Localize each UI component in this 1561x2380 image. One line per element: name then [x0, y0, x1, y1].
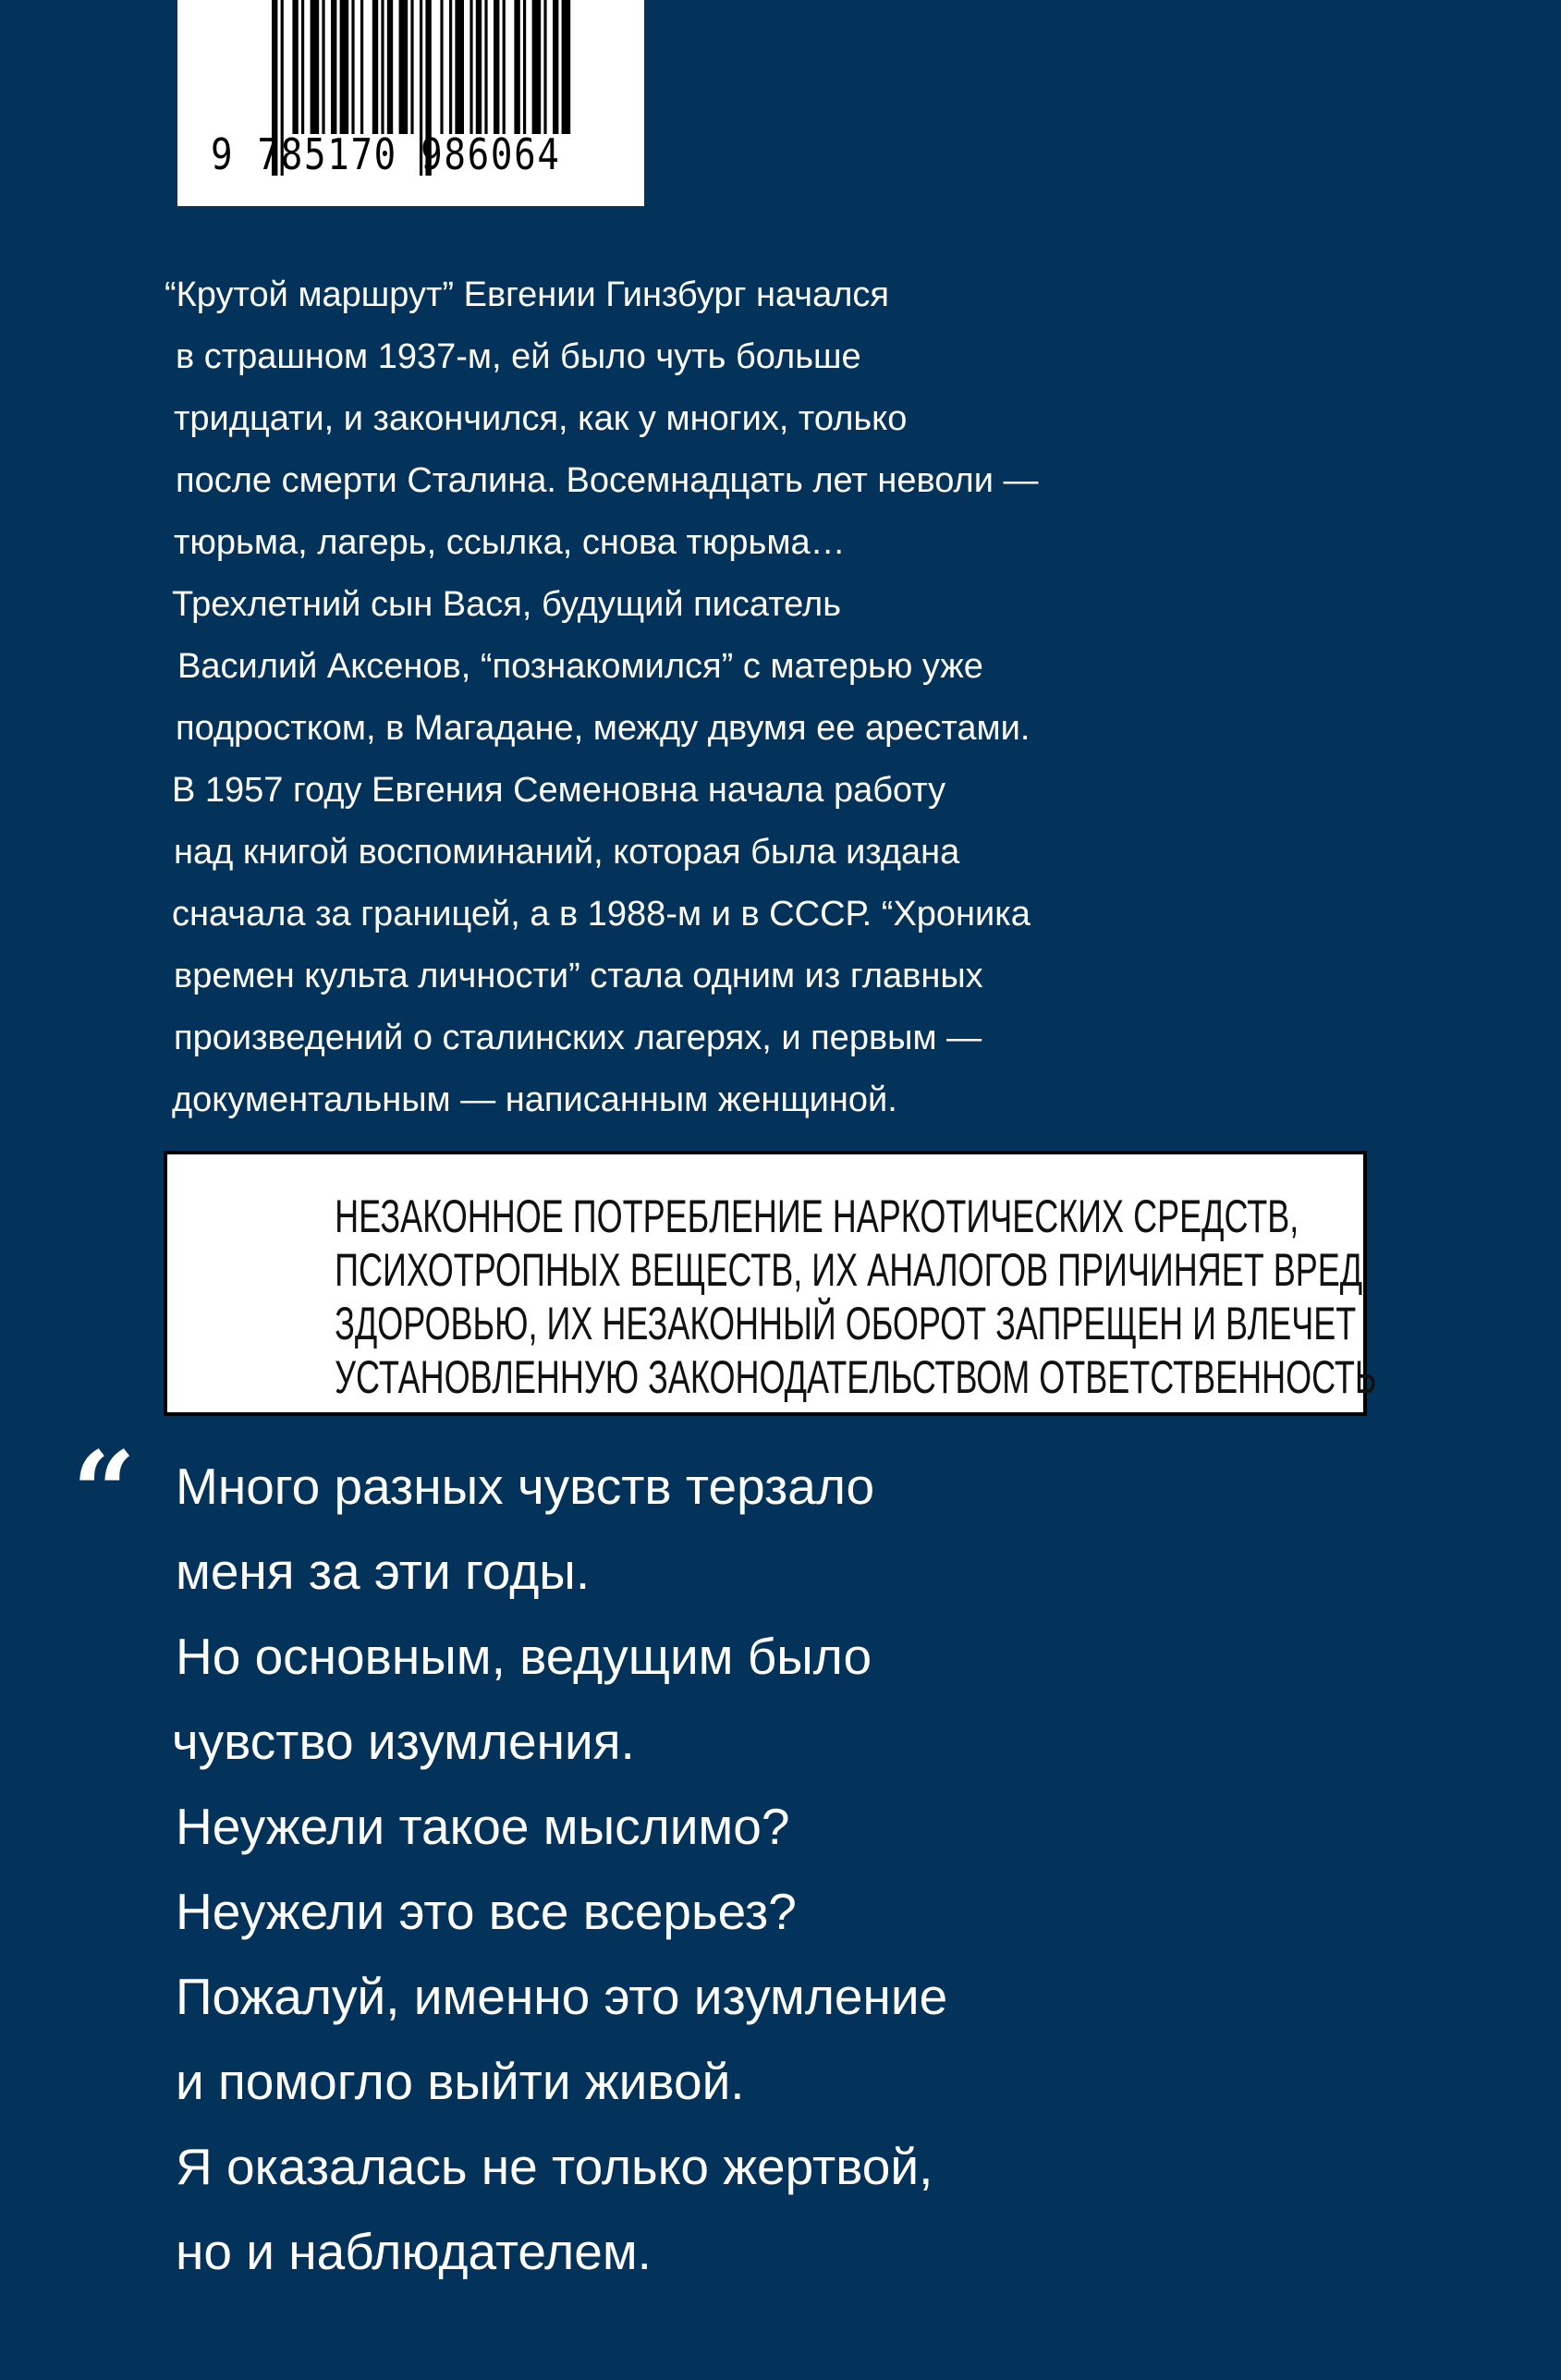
blurb-line: над книгой воспоминаний, которая была издана [174, 833, 960, 872]
barcode-bar [476, 0, 482, 134]
warning-line: ПСИХОТРОПНЫХ ВЕЩЕСТВ, ИХ АНАЛОГОВ ПРИЧИНЯЕТ ВРЕД [335, 1244, 1363, 1296]
blurb-line: подростком, в Магадане, между двумя ее арестами. [176, 709, 1031, 748]
health-warning-box [164, 1151, 1377, 1416]
quote-line: Пожалуй, именно это изумление [176, 1968, 948, 2025]
barcode [177, 0, 644, 206]
blurb-line: тридцати, и закончился, как у многих, только [174, 399, 908, 438]
barcode-bar [562, 0, 571, 134]
quote-line: и помогло выйти живой. [176, 2053, 745, 2110]
blurb-line: В 1957 году Евгения Семеновна начала работу [172, 771, 946, 810]
barcode-bar [484, 0, 487, 134]
barcode-bar [494, 0, 499, 134]
blurb-line: после смерти Сталина. Восемнадцать лет неволи — [176, 461, 1039, 500]
quote-text [172, 1444, 948, 2294]
quote-line: Я оказалась не только жертвой, [176, 2138, 933, 2195]
barcode-bar [523, 0, 526, 134]
blurb-line: Василий Аксенов, “познакомился” с матерью уже [177, 647, 983, 686]
quote-line: Но основным, ведущим было [176, 1628, 872, 1685]
isbn-number: 9 785170 986064 [211, 129, 561, 179]
barcode-bar [532, 0, 542, 134]
quote-line: чувство изумления. [172, 1713, 635, 1770]
blurb-line: в страшном 1937-м, ей было чуть больше [176, 337, 861, 376]
barcode-bar [553, 0, 558, 134]
barcode-bar [503, 0, 506, 134]
barcode-bar [372, 0, 378, 134]
warning-line: ЗДОРОВЬЮ, ИХ НЕЗАКОННЫЙ ОБОРОТ ЗАПРЕЩЕН И ВЛЕЧЕТ [335, 1298, 1357, 1349]
barcode-bar [322, 0, 324, 134]
blurb-line: Трехлетний сын Вася, будущий писатель [172, 585, 842, 624]
barcode-bar [455, 0, 464, 134]
quote-line: Много разных чувств терзало [176, 1458, 875, 1515]
barcode-bar [440, 0, 443, 134]
barcode-bar [543, 0, 546, 134]
barcode-bar [331, 0, 336, 134]
blurb-line: произведений о сталинских лагерях, и первым — [174, 1019, 982, 1057]
barcode-bar [387, 0, 393, 134]
barcode-bar [470, 0, 472, 134]
barcode-bar [381, 0, 384, 134]
blurb-line: времен культа личности” стала одним из главных [174, 957, 983, 995]
barcode-bar [311, 0, 320, 134]
barcode-bar [351, 0, 354, 134]
barcode-bar [449, 0, 452, 134]
blurb-text [165, 264, 1163, 1131]
blurb-line: “Крутой маршрут” Евгении Гинзбург начался [165, 275, 889, 314]
blurb-line: тюрьма, лагерь, ссылка, снова тюрьма… [174, 523, 846, 562]
barcode-bar [340, 0, 349, 134]
barcode-bar [292, 0, 298, 134]
barcode-bar [410, 0, 413, 134]
quote-line: меня за эти годы. [176, 1543, 591, 1600]
blurb-line: сначала за границей, а в 1988-м и в СССР. “Хроника [172, 895, 1031, 934]
barcode-bar [514, 0, 519, 134]
barcode-bar [399, 0, 409, 134]
quote-mark-icon: “ [72, 1427, 137, 1557]
warning-line: НЕЗАКОННОЕ ПОТРЕБЛЕНИЕ НАРКОТИЧЕСКИХ СРЕДСТВ, [335, 1190, 1299, 1242]
warning-line: УСТАНОВЛЕННУЮ ЗАКОНОДАТЕЛЬСТВОМ ОТВЕТСТВЕННОСТЬ [335, 1351, 1377, 1403]
quote-line: Неужели такое мыслимо? [176, 1798, 790, 1855]
barcode-bar [301, 0, 304, 134]
quote-line: но и наблюдателем. [176, 2223, 652, 2280]
quote-line: Неужели это все всерьез? [176, 1883, 797, 1940]
blurb-line: документальным — написанным женщиной. [172, 1080, 897, 1119]
barcode-bar [360, 0, 363, 134]
